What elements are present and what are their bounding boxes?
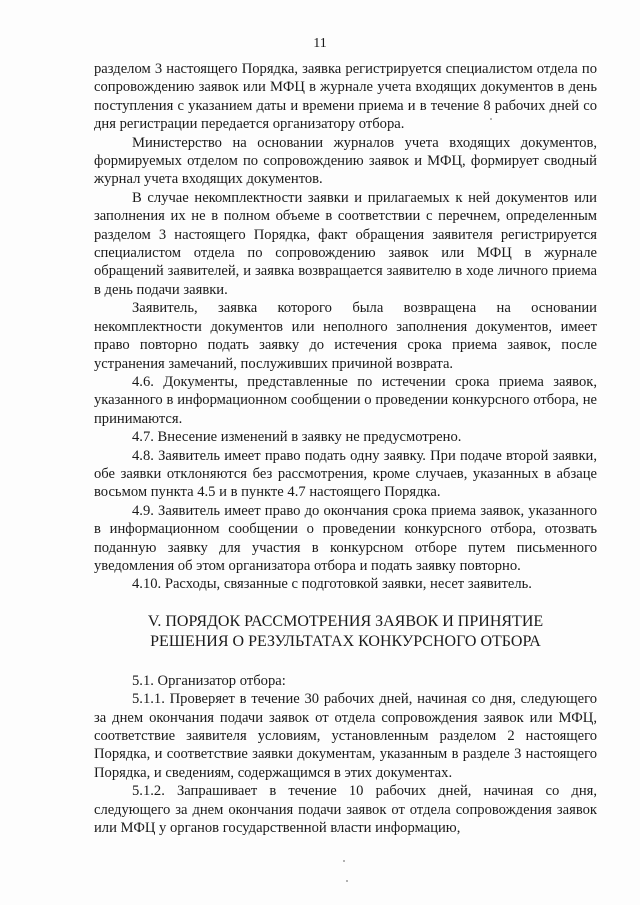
section-heading <box>94 612 597 652</box>
paragraph: В случае некомплектности заявки и прилагаемых к ней документов или заполнения их не в полном объеме в соответствии с перечнем, определенным разделом 3 настоящего Порядка, факт обращения заявителя регистрируется специалистом отдела по сопровождению заявок или МФЦ в журнале обращений заявителей, и заявка возвращается заявителю в ходе личного приема в день подачи заявки. <box>94 189 597 298</box>
paragraph-4-6: 4.6. Документы, представленные по истечении срока приема заявок, указанного в информационном сообщении о проведении конкурсного отбора, не принимаются. <box>94 373 597 427</box>
section-heading-line-1: V. ПОРЯДОК РАССМОТРЕНИЯ ЗАЯВОК И ПРИНЯТИЕ <box>147 612 544 630</box>
paragraph-5-1-1: 5.1.1. Проверяет в течение 30 рабочих дней, начиная со дня, следующего за днем окончания подачи заявок от отдела сопровождения заявок или МФЦ, соответствие заявителя условиям, установленным разделом 2 настоящего Порядка, и соответствие заявки документам, указанным в разделе 3 настоящего Порядка, и сведениям, содержащимся в этих документах. <box>94 691 597 781</box>
scan-speck <box>343 860 345 862</box>
scan-speck <box>490 118 492 120</box>
paragraph: Заявитель, заявка которого была возвращена на основании некомплектности документов или неполного заполнения документов, имеет право повторно подать заявку до истечения срока приема заявок, после устранения замечаний, послуживших причиной возврата. <box>94 300 597 372</box>
paragraph: Министерство на основании журналов учета входящих документов, формируемых отделом по сопровождению заявок и МФЦ, формирует сводный журнал учета входящих документов. <box>94 134 597 188</box>
paragraph-4-8: 4.8. Заявитель имеет право подать одну заявку. При подаче второй заявки, обе заявки отклоняются без рассмотрения, кроме случаев, указанных в абзаце восьмом пункта 4.5 и в пункте 4.7 настоящего Порядка. <box>94 447 597 501</box>
paragraph-4-9: 4.9. Заявитель имеет право до окончания срока приема заявок, указанного в информационном сообщении о проведении конкурсного отбора, отозвать поданную заявку для участия в конкурсном отборе путем письменного уведомления об этом организатора отбора и подать заявку повторно. <box>94 502 597 574</box>
document-body <box>94 60 597 837</box>
paragraph-5-1-2: 5.1.2. Запрашивает в течение 10 рабочих дней, начиная со дня, следующего за днем окончания подачи заявок от отдела сопровождения заявок или МФЦ у органов государственной власти информацию, <box>94 783 597 837</box>
page-number: 11 <box>313 36 327 51</box>
paragraph-4-7: 4.7. Внесение изменений в заявку не предусмотрено. <box>132 429 462 446</box>
paragraph-5-1: 5.1. Организатор отбора: <box>132 672 286 689</box>
scan-speck <box>346 880 348 882</box>
paragraph-4-10: 4.10. Расходы, связанные с подготовкой заявки, несет заявитель. <box>132 576 532 593</box>
paragraph: разделом 3 настоящего Порядка, заявка регистрируется специалистом отдела по сопровождению заявок или МФЦ в журнале учета входящих документов в день поступления с указанием даты и времени приема и в течение 8 рабочих дней со дня регистрации передается организатору отбора. <box>94 61 597 133</box>
section-heading-line-2: РЕШЕНИЯ О РЕЗУЛЬТАТАХ КОНКУРСНОГО ОТБОРА <box>150 632 541 650</box>
